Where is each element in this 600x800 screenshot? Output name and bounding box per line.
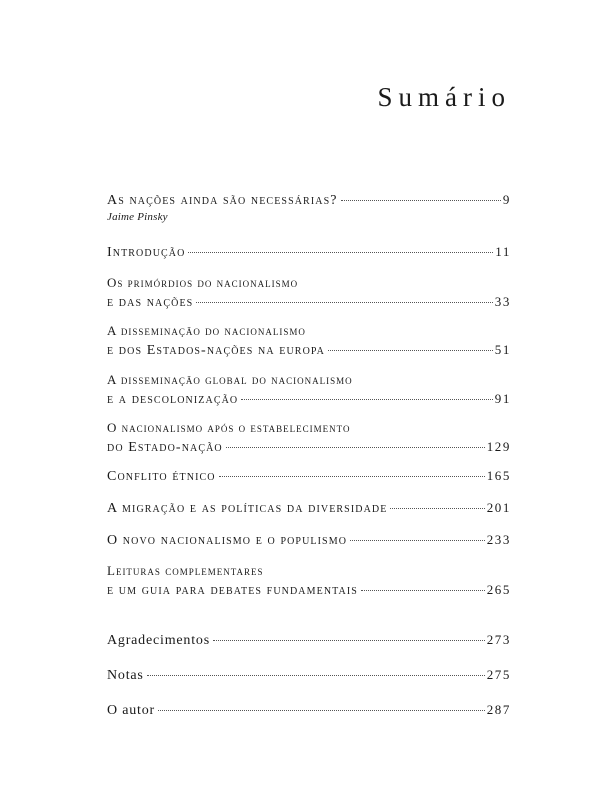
- dot-leader: [241, 399, 493, 400]
- toc-entry[interactable]: [107, 371, 511, 409]
- dot-leader: [188, 252, 493, 253]
- toc-entry-page: 201: [486, 500, 511, 515]
- toc-entry[interactable]: [107, 242, 511, 262]
- toc-entry-title: A disseminação do nacionalismo: [107, 323, 306, 338]
- toc-entry-title: Leituras complementares: [107, 563, 264, 578]
- toc-entry[interactable]: [107, 190, 511, 225]
- toc-entry-title: Os primórdios do nacionalismo: [107, 275, 299, 290]
- toc-entry[interactable]: [107, 466, 511, 486]
- toc-entry-title: Conflito étnico: [107, 469, 216, 484]
- toc-entry-title: As nações ainda são necessárias?: [107, 193, 338, 208]
- toc-entry-page: 9: [502, 192, 511, 207]
- dot-leader: [328, 350, 493, 351]
- dot-leader: [158, 710, 485, 711]
- toc-entry-title: O novo nacionalismo e o populismo: [107, 533, 348, 548]
- toc-entry-page: 129: [486, 439, 511, 454]
- toc-entry-title-cont: e um guia para debates fundamentais: [107, 583, 358, 598]
- toc-entry-page: 165: [486, 468, 511, 483]
- toc-entry-title-cont: do Estado-nação: [107, 440, 223, 455]
- toc-entry-page: 233: [486, 532, 511, 547]
- toc-entry-title: Notas: [107, 668, 144, 683]
- toc-entry-page: 51: [494, 342, 511, 357]
- dot-leader: [341, 200, 501, 201]
- toc-entry[interactable]: [107, 530, 511, 550]
- toc-entry-title-cont: e das nações: [107, 295, 194, 310]
- toc-entry[interactable]: [107, 498, 511, 518]
- dot-leader: [350, 540, 485, 541]
- toc-entry-title: A migração e as políticas da diversidade: [107, 501, 388, 516]
- page-title: Sumário: [377, 82, 511, 112]
- toc-entry-page: 273: [486, 632, 511, 647]
- toc-entry-page: 265: [486, 582, 511, 597]
- toc-entry-title: O nacionalismo após o estabelecimento: [107, 420, 351, 435]
- toc-entry-page: 11: [495, 244, 511, 259]
- dot-leader: [219, 476, 485, 477]
- toc-backmatter-entry[interactable]: [107, 700, 511, 720]
- toc-entry-page: 275: [486, 667, 511, 682]
- toc-entry-title: Agradecimentos: [107, 633, 210, 648]
- dot-leader: [390, 508, 484, 509]
- toc-entry[interactable]: [107, 322, 511, 360]
- toc-backmatter-entry[interactable]: [107, 665, 511, 685]
- toc-entry-title-cont: e a descolonização: [107, 392, 239, 407]
- toc-entry[interactable]: [107, 562, 511, 600]
- toc-entry-title: O autor: [107, 703, 155, 718]
- dot-leader: [196, 302, 492, 303]
- toc-entry-author: Jaime Pinsky: [107, 211, 168, 223]
- dot-leader: [361, 590, 485, 591]
- toc-entry-title-cont: e dos Estados-nações na europa: [107, 343, 325, 358]
- toc-entry-page: 287: [486, 702, 511, 717]
- toc-entry-title: Introdução: [107, 245, 186, 260]
- toc-entry[interactable]: [107, 419, 511, 457]
- dot-leader: [213, 640, 485, 641]
- toc-entry-page: 91: [494, 391, 511, 406]
- toc-backmatter-entry[interactable]: [107, 630, 511, 650]
- toc-entry-page: 33: [494, 294, 511, 309]
- dot-leader: [147, 675, 485, 676]
- toc-entry[interactable]: [107, 274, 511, 312]
- toc-entry-title: A disseminação global do nacionalismo: [107, 372, 353, 387]
- dot-leader: [226, 447, 485, 448]
